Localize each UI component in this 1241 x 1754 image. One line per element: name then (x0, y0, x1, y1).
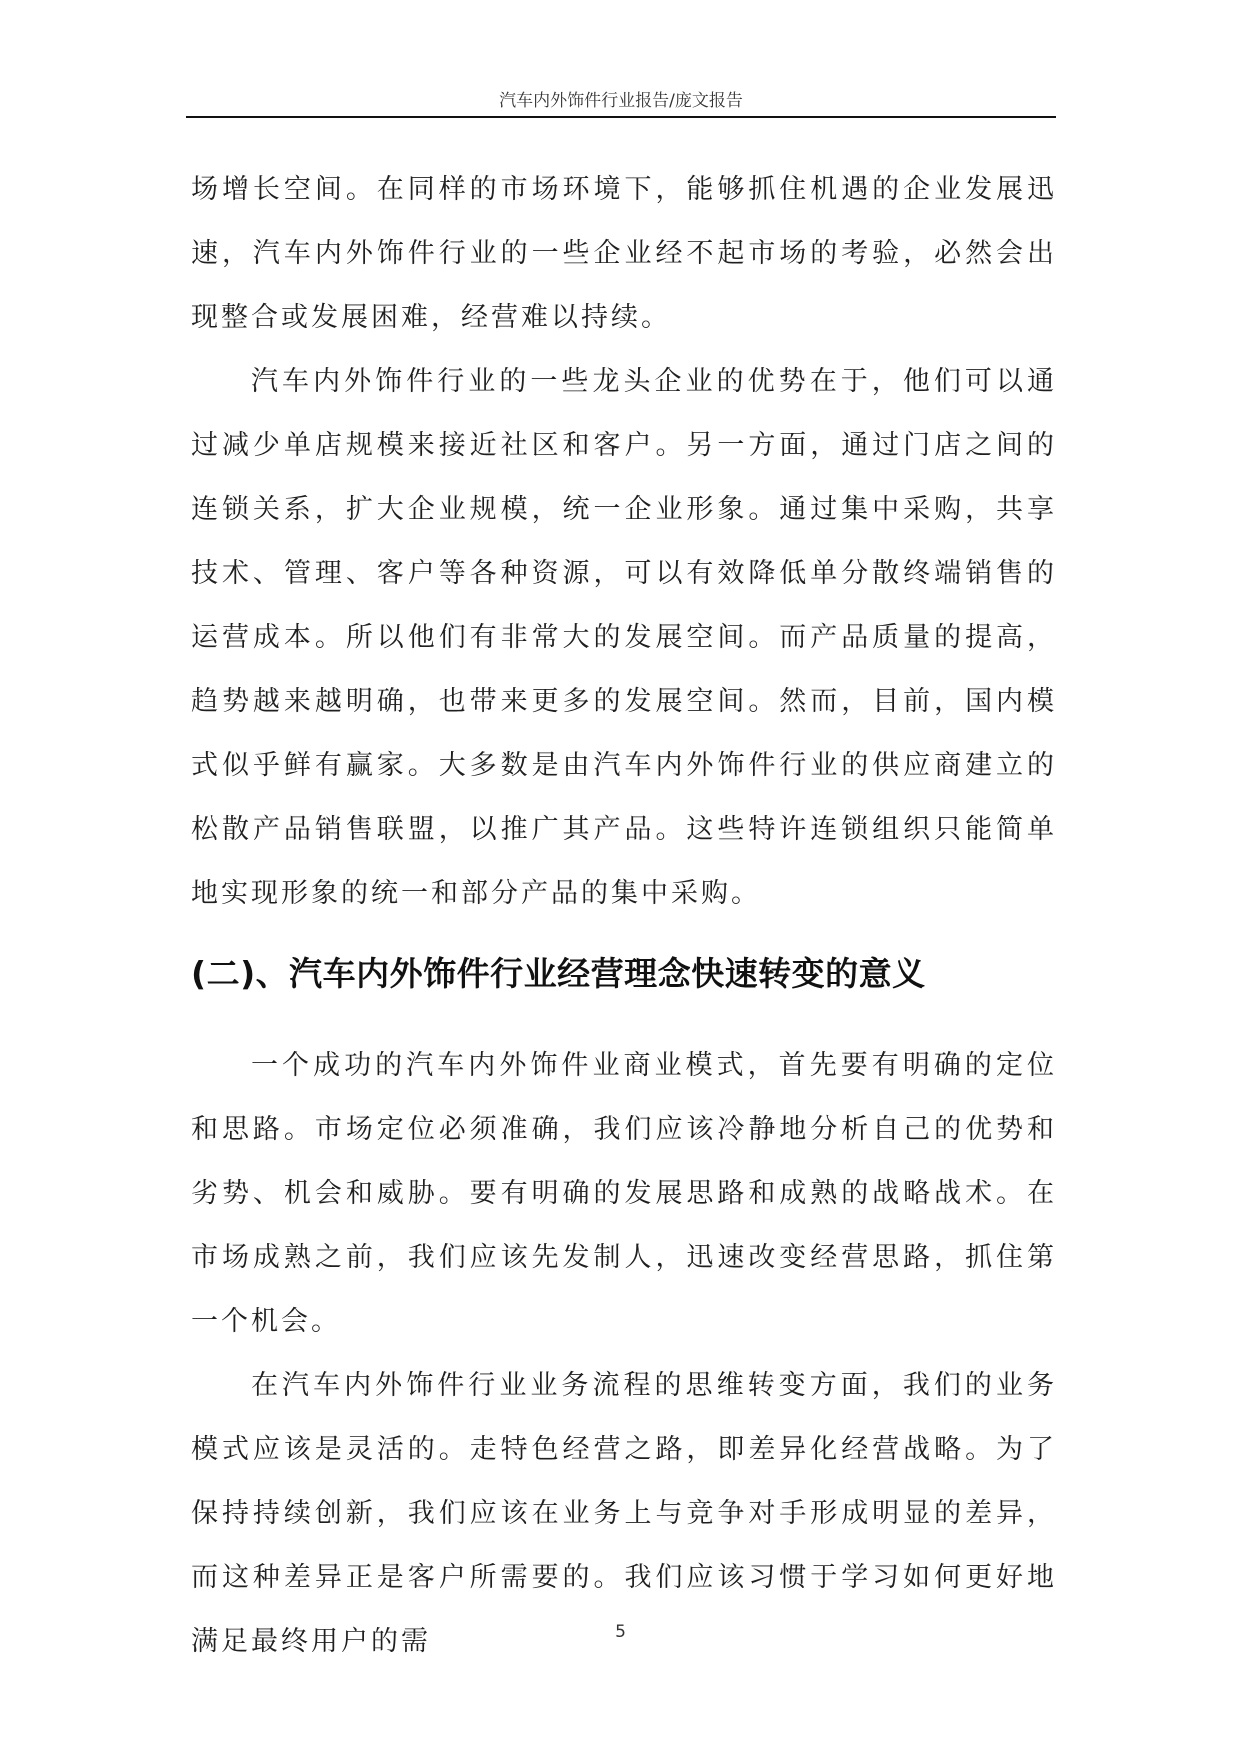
paragraph-business-model: 一个成功的汽车内外饰件业商业模式，首先要有明确的定位和思路。市场定位必须准确，我们应该冷静地分析自己的优势和劣势、机会和威胁。要有明确的发展思路和成熟的战略战术。在市场成熟之前，我们应该先发制人，迅速改变经营思路，抓住第一个机会。 (191, 1050, 1057, 1337)
header-divider (186, 116, 1056, 118)
paragraph-leading-enterprises: 汽车内外饰件行业的一些龙头企业的优势在于，他们可以通过减少单店规模来接近社区和客户。另一方面，通过门店之间的连锁关系，扩大企业规模，统一企业形象。通过集中采购，共享技术、管理、客户等各种资源，可以有效降低单分散终端销售的运营成本。所以他们有非常大的发展空间。而产品质量的提高，趋势越来越明确，也带来更多的发展空间。然而，目前，国内模式似乎鲜有赢家。大多数是由汽车内外饰件行业的供应商建立的松散产品销售联盟，以推广其产品。这些特许连锁组织只能简单地实现形象的统一和部分产品的集中采购。 (191, 366, 1057, 909)
page-number: 5 (615, 1622, 626, 1642)
section-heading: (二)、汽车内外饰件行业经营理念快速转变的意义 (191, 954, 926, 993)
page-header: 汽车内外饰件行业报告/庞文报告 (499, 91, 743, 111)
paragraph-process-transformation: 在汽车内外饰件行业业务流程的思维转变方面，我们的业务模式应该是灵活的。走特色经营之路，即差异化经营战略。为了保持持续创新，我们应该在业务上与竞争对手形成明显的差异，而这种差异正是客户所需要的。我们应该习惯于学习如何更好地满足最终用户的需 (191, 1370, 1057, 1657)
paragraph-continuation: 场增长空间。在同样的市场环境下，能够抓住机遇的企业发展迅速，汽车内外饰件行业的一些企业经不起市场的考验，必然会出现整合或发展困难，经营难以持续。 (191, 174, 1057, 333)
document-body (191, 158, 1057, 1674)
